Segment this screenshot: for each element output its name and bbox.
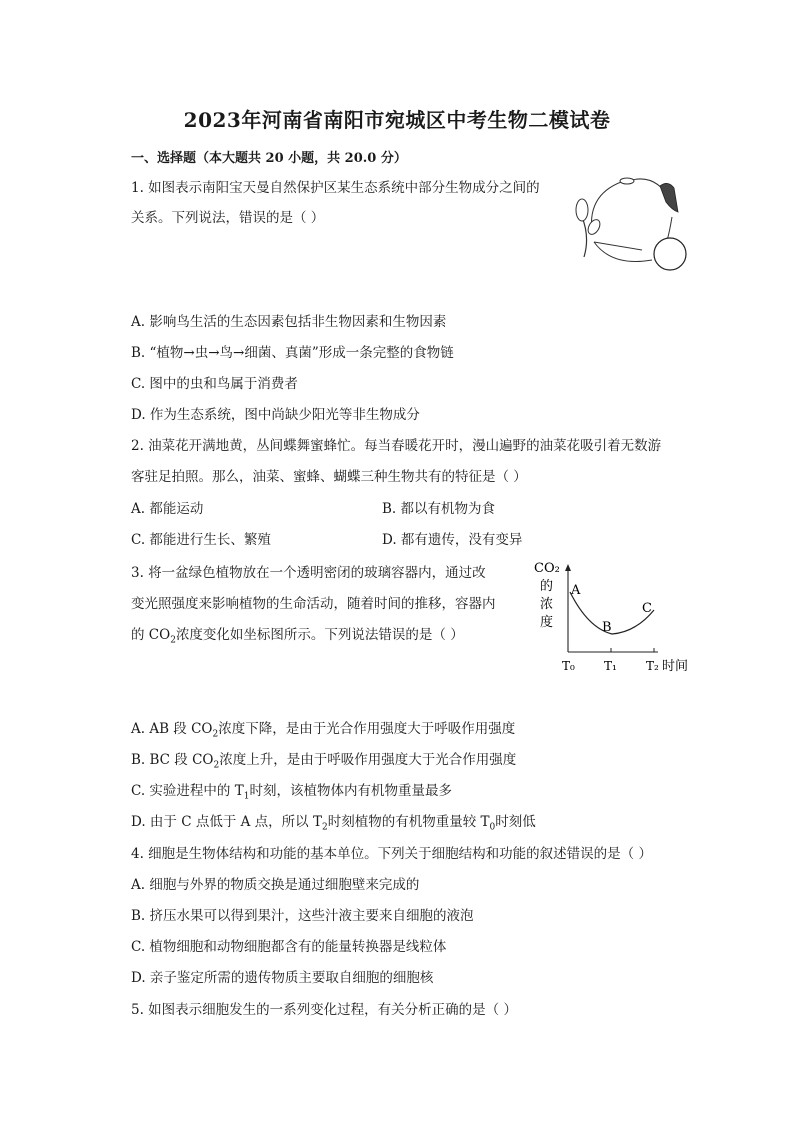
y-axis-label-char: 度 xyxy=(540,615,554,630)
q3-stem-line1: 3. 将一盆绿色植物放在一个透明密闭的玻璃容器内，通过改 xyxy=(131,565,486,581)
q3-stem-line2: 变光照强度来影响植物的生命活动，随着时间的推移，容器内 xyxy=(131,596,496,612)
q2-stem-line2: 客驻足拍照。那么，油菜、蜜蜂、蝴蝶三种生物共有的特征是（ ） xyxy=(131,469,527,485)
insect xyxy=(620,178,634,184)
q2-stem-line1: 2. 油菜花开满地黄，丛间蝶舞蜜蜂忙。每当春暖花开时，漫山遍野的油菜花吸引着无数游 xyxy=(131,438,662,454)
ecosystem-illustration xyxy=(572,172,694,272)
q4-option-c[interactable]: C. 植物细胞和动物细胞都含有的能量转换器是线粒体 xyxy=(131,939,447,955)
q3-option-b[interactable]: B. BC 段 $CO_2$浓度上升，是由于呼吸作用强度大于光合作用强度 xyxy=(131,752,517,771)
co2-concentration-graph xyxy=(530,556,694,678)
y-axis-arrow xyxy=(565,564,571,571)
x-axis-label: 时间 xyxy=(662,659,689,674)
bird xyxy=(660,183,678,212)
q4-option-a[interactable]: A. 细胞与外界的物质交换是通过细胞壁来完成的 xyxy=(131,877,420,893)
q1-option-b[interactable]: B. “植物→虫→鸟→细菌、真菌”形成一条完整的食物链 xyxy=(131,345,454,361)
point-b-label: B xyxy=(602,620,612,635)
point-a-label: A xyxy=(571,583,581,598)
y-axis-label-co2: CO₂ xyxy=(534,561,560,576)
q2-option-c[interactable]: C. 都能进行生长、繁殖 xyxy=(131,532,271,548)
q4-option-b[interactable]: B. 挤压水果可以得到果汁，这些汁液主要来自细胞的液泡 xyxy=(131,908,474,924)
q1-stem-line1: 1. 如图表示南阳宝天曼自然保护区某生态系统中部分生物成分之间的 xyxy=(131,180,540,196)
plant-leaf xyxy=(586,218,603,237)
q3-option-a[interactable]: A. AB 段 $CO_2$浓度下降，是由于光合作用强度大于呼吸作用强度 xyxy=(131,721,516,740)
q2-option-b[interactable]: B. 都以有机物为食 xyxy=(382,501,496,517)
q1-option-c[interactable]: C. 图中的虫和鸟属于消费者 xyxy=(131,376,298,392)
q2-option-a[interactable]: A. 都能运动 xyxy=(131,501,204,517)
q1-stem-line2: 关系。下列说法，错误的是（ ） xyxy=(131,210,325,226)
bacteria-fungi-circle xyxy=(654,238,686,270)
plant-leaf xyxy=(576,199,588,221)
tick-label-t0: T₀ xyxy=(562,659,575,673)
page-title: 2023年河南省南阳市宛城区中考生物二模试卷 xyxy=(183,108,611,132)
q3-stem-line3: 的 $CO_2$浓度变化如坐标图所示。下列说法错误的是（ ） xyxy=(131,627,464,646)
q5-stem: 5. 如图表示细胞发生的一系列变化过程，有关分析正确的是（ ） xyxy=(131,1002,517,1018)
q1-option-d[interactable]: D. 作为生态系统，图中尚缺少阳光等非生物成分 xyxy=(131,407,420,423)
point-c-label: C xyxy=(642,601,652,616)
tick-label-t2: T₂ xyxy=(646,659,659,673)
q3-option-d[interactable]: D. 由于 C 点低于 A 点，所以 $T_2$时刻植物的有机物重量较 $T_0$时刻低 xyxy=(131,814,536,833)
q3-option-c[interactable]: C. 实验进程中的 $T_1$时刻，该植物体内有机物重量最多 xyxy=(131,783,452,802)
q1-option-a[interactable]: A. 影响鸟生活的生态因素包括非生物因素和生物因素 xyxy=(131,314,447,330)
y-axis-label-char: 的 xyxy=(540,579,554,594)
section-heading: 一、选择题（本大题共 20 小题，共 20.0 分） xyxy=(131,151,407,166)
q4-stem: 4. 细胞是生物体结构和功能的基本单位。下列关于细胞结构和功能的叙述错误的是（ ） xyxy=(131,846,652,862)
q4-option-d[interactable]: D. 亲子鉴定所需的遗传物质主要取自细胞的细胞核 xyxy=(131,970,434,986)
tick-label-t1: T₁ xyxy=(604,659,617,673)
y-axis-label-char: 浓 xyxy=(540,597,554,612)
q2-option-d[interactable]: D. 都有遗传，没有变异 xyxy=(382,532,523,548)
